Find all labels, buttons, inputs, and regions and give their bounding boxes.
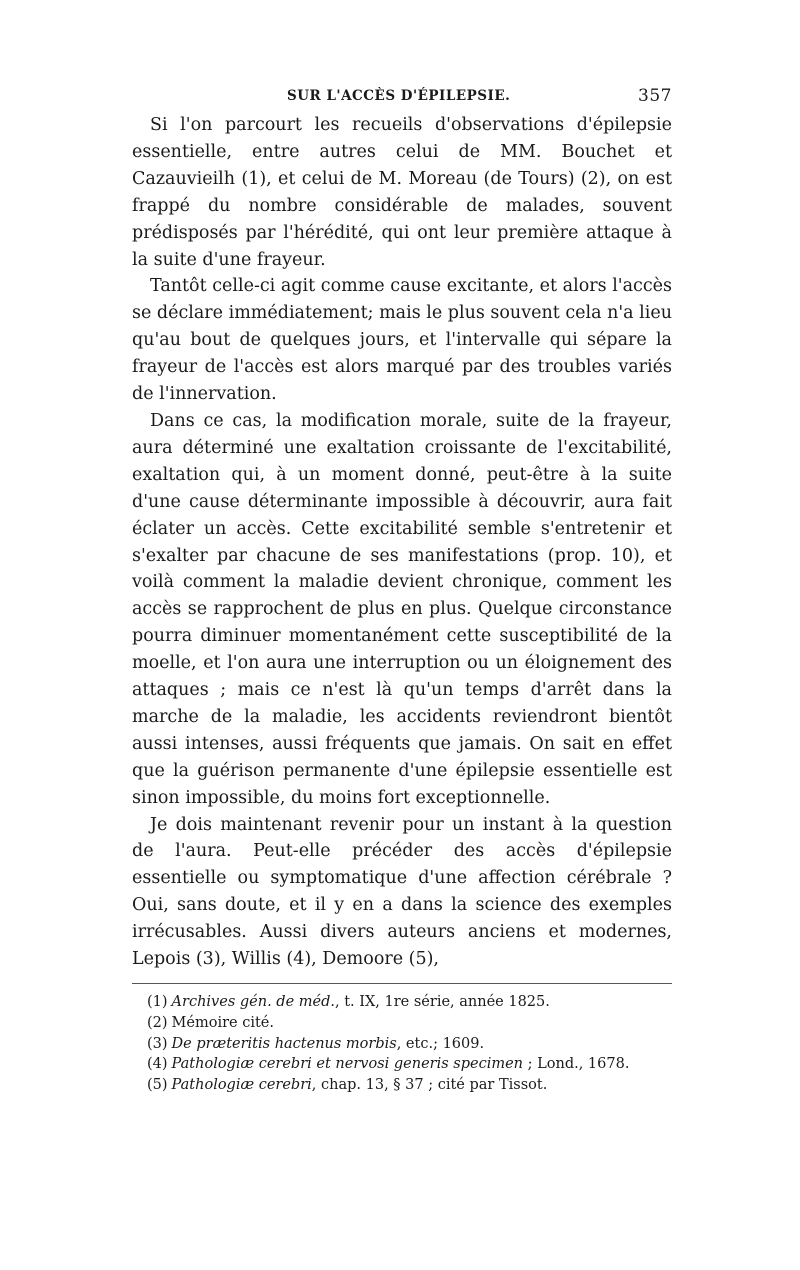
footnote-2: (2) Mémoire cité. — [147, 1014, 274, 1031]
paragraph-1: Si l'on parcourt les recueils d'observations d'épilepsie essentielle, entre autres celui de MM. Bouchet et Cazauvieilh (1), et celui de M. Moreau (de Tours) (2), on est frappé du nombre considérable de malades, souvent prédisposés par l'hérédité, qui ont leur première attaque à la suite d'une frayeur. — [132, 115, 672, 270]
footnote-4: (4) Pathologiæ cerebri et nervosi generis specimen ; Lond., 1678. — [147, 1056, 630, 1073]
running-head — [132, 88, 672, 112]
body-text — [132, 112, 672, 973]
paragraph-2: Tantôt celle-ci agit comme cause excitante, et alors l'accès se déclare immédiatement; mais le plus souvent cela n'a lieu qu'au bout de quelques jours, et l'intervalle qui sépare la frayeur de l'accès est alors marqué par des troubles variés de l'innervation. — [132, 276, 672, 405]
footnotes — [132, 992, 672, 1096]
footnote-divider — [132, 983, 672, 984]
page-number: 357 — [638, 86, 672, 106]
footnote-5: (5) Pathologiæ cerebri, chap. 13, § 37 ; cité par Tissot. — [147, 1077, 548, 1094]
paragraph-3: Dans ce cas, la modification morale, suite de la frayeur, aura déterminé une exaltation croissante de l'excitabilité, exaltation qui, à un moment donné, peut-être à la suite d'une cause déterminante impossible à découvrir, aura fait éclater un accès. Cette excitabilité semble s'entretenir et s'exalter par chacune de ses manifestations (prop. 10), et voilà comment la maladie devient chronique, comment les accès se rapprochent de plus en plus. Quelque circonstance pourra diminuer momentanément cette susceptibilité de la moelle, et l'on aura une interruption ou un éloignement des attaques ; mais ce n'est là qu'un temps d'arrêt dans la marche de la maladie, les accidents reviendront bientôt aussi intenses, aussi fréquents que jamais. On sait en effet que la guérison permanente d'une épilepsie essentielle est sinon impossible, du moins fort exceptionnelle. — [132, 410, 672, 808]
footnote-3: (3) De præteritis hactenus morbis, etc.; 1609. — [147, 1035, 485, 1052]
book-page — [132, 88, 672, 1096]
footnote-1: (1) Archives gén. de méd., t. IX, 1re série, année 1825. — [147, 994, 550, 1010]
running-head-title: SUR L'ACCÈS D'ÉPILEPSIE. — [287, 88, 511, 104]
paragraph-4: Je dois maintenant revenir pour un instant à la question de l'aura. Peut-elle précéder des accès d'épilepsie essentielle ou symptomatique d'une affection cérébrale ? Oui, sans doute, et il y en a dans la science des exemples irrécusables. Aussi divers auteurs anciens et modernes, Lepois (3), Willis (4), Demoore (5), — [132, 814, 672, 970]
